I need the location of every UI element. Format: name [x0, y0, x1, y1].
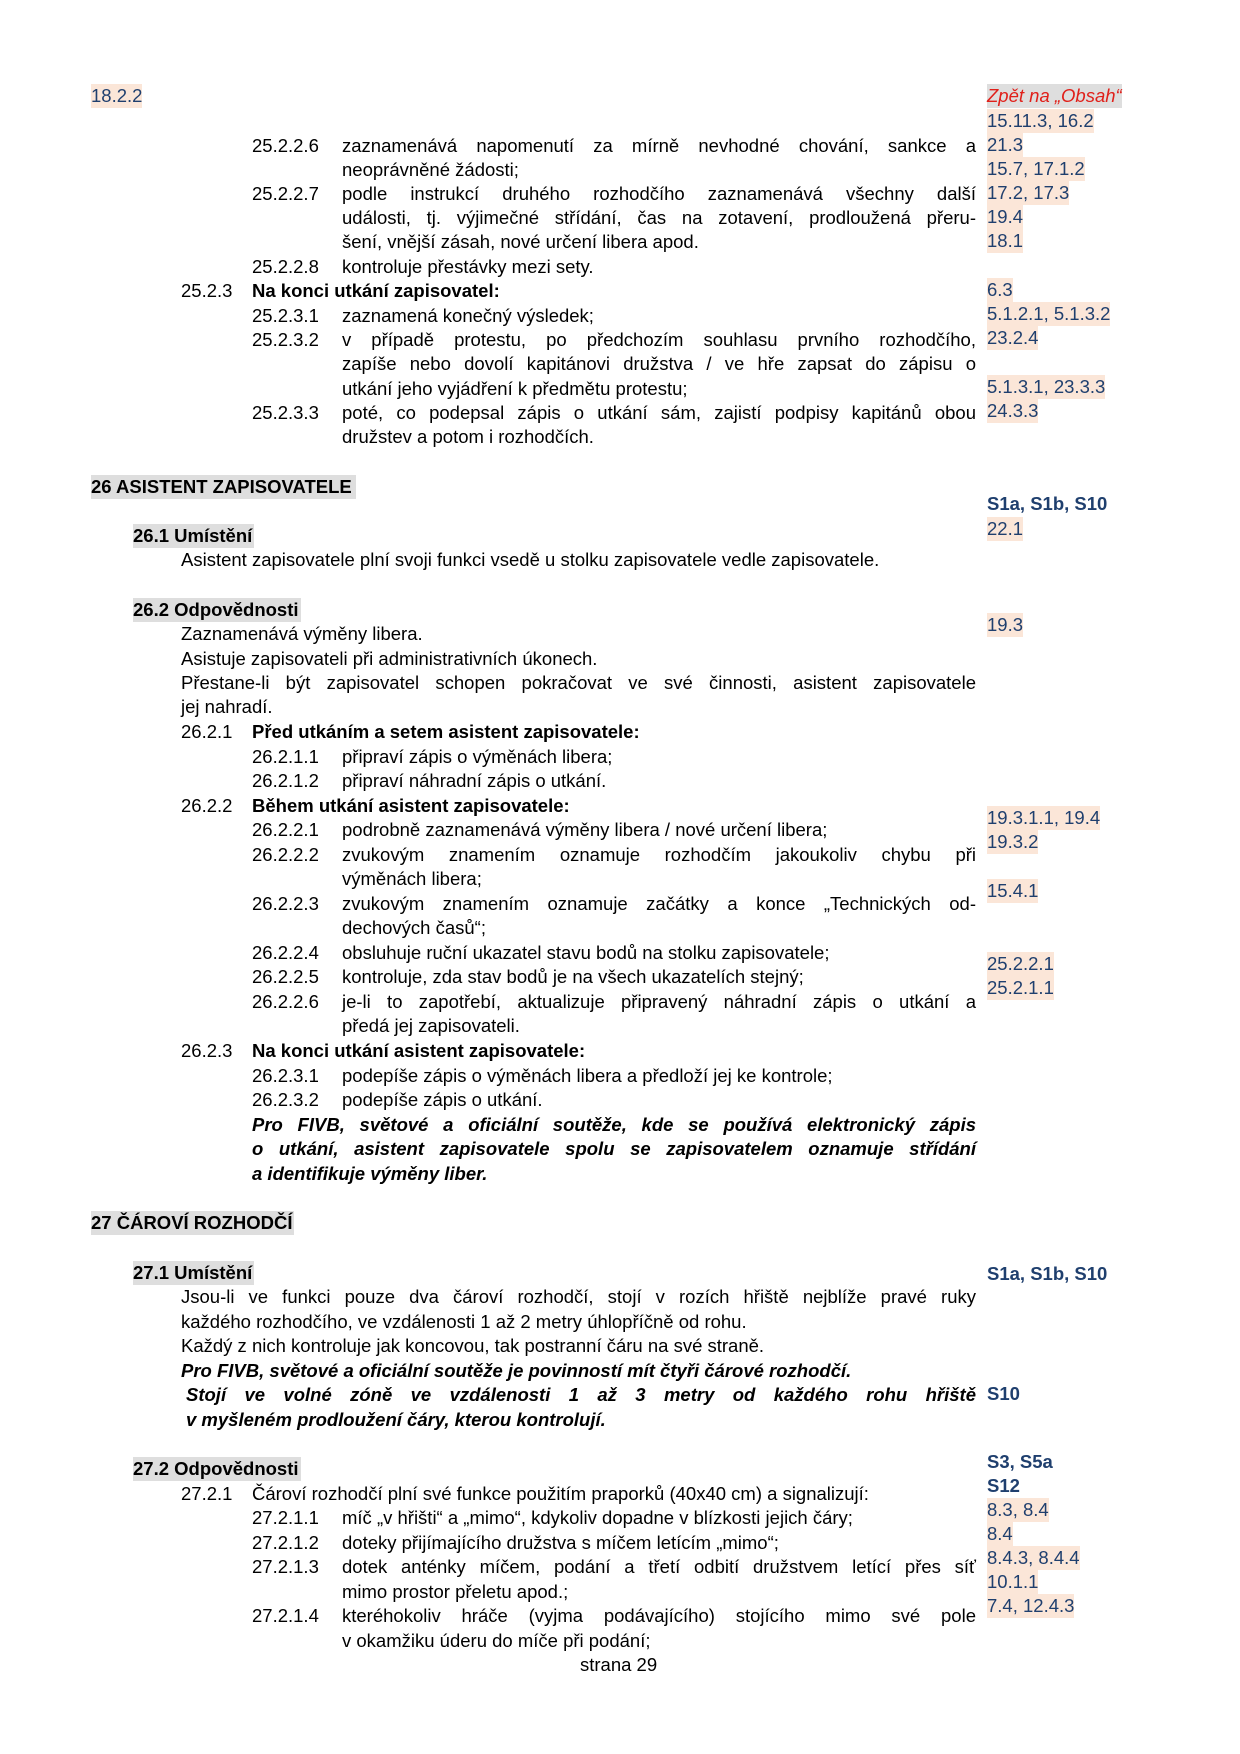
cross-reference[interactable]: 21.3 — [987, 134, 1024, 155]
cross-reference[interactable]: 25.2.2.1 — [987, 953, 1054, 974]
cross-reference[interactable]: 24.3.3 — [987, 400, 1039, 421]
item-number: 26.2.3.1 — [252, 1065, 319, 1086]
item-text: události, tj. výjimečné střídání, čas na zotavení, prodloužená přeru- — [342, 207, 976, 228]
item-text: mimo prostor přeletu apod.; — [342, 1581, 569, 1602]
item-text: družstev a potom i rozhodčích. — [342, 426, 594, 447]
item-number: 26.2.3.2 — [252, 1089, 319, 1110]
item-text: dechových časů“; — [342, 917, 486, 938]
figure-reference[interactable]: S3, S5a — [987, 1451, 1053, 1472]
subsection-heading-26-1: 26.1 Umístění — [133, 525, 253, 546]
cross-reference[interactable]: 18.1 — [987, 230, 1024, 251]
item-text: zaznamenává napomenutí za mírně nevhodné chování, sankce a — [342, 135, 976, 156]
item-text: šení, vnější zásah, nové určení libera apod. — [342, 231, 699, 252]
cross-reference[interactable]: 15.11.3, 16.2 — [987, 110, 1094, 131]
subsection-number: 26.2.2 — [181, 795, 233, 816]
item-number: 26.2.2.3 — [252, 893, 319, 914]
figure-reference[interactable]: S10 — [987, 1383, 1020, 1404]
cross-reference[interactable]: 25.2.1.1 — [987, 977, 1054, 998]
item-text: neoprávněné žádosti; — [342, 159, 519, 180]
item-number: 27.2.1.3 — [252, 1556, 319, 1577]
item-text: předá jej zapisovateli. — [342, 1015, 520, 1036]
item-number: 25.2.2.6 — [252, 135, 319, 156]
cross-reference[interactable]: 10.1.1 — [987, 1571, 1039, 1592]
item-number: 25.2.2.8 — [252, 256, 319, 277]
item-text: poté, co podepsal zápis o utkání sám, zajistí podpisy kapitánů obou — [342, 402, 976, 423]
item-text: v okamžiku úderu do míče při podání; — [342, 1630, 651, 1651]
fivb-note: o utkání, asistent zapisovatele spolu se zapisovatelem oznamuje střídání — [252, 1138, 976, 1159]
cross-reference[interactable]: 22.1 — [987, 518, 1024, 539]
section-heading-27: 27 ČÁROVÍ ROZHODČÍ — [91, 1212, 293, 1233]
cross-reference[interactable]: 23.2.4 — [987, 327, 1039, 348]
item-number: 26.2.1.2 — [252, 770, 319, 791]
item-text: výměnách libera; — [342, 868, 482, 889]
paragraph: Asistuje zapisovateli při administrativních úkonech. — [181, 648, 598, 669]
item-text: zvukovým znamením oznamuje začátky a konce „Technických od- — [342, 893, 976, 914]
cross-reference[interactable]: 8.3, 8.4 — [987, 1499, 1049, 1520]
cross-reference[interactable]: 19.3.2 — [987, 831, 1039, 852]
item-text: míč „v hřišti“ a „mimo“, kdykoliv dopadne v blízkosti jejich čáry; — [342, 1507, 853, 1528]
subsection-number: 26.2.1 — [181, 721, 233, 742]
subsection-title: Během utkání asistent zapisovatele: — [252, 795, 570, 816]
item-number: 25.2.3.2 — [252, 329, 319, 350]
item-text: zapíše nebo dovolí kapitánovi družstva / ve hře zapsat do zápisu o — [342, 353, 976, 374]
item-number: 27.2.1.1 — [252, 1507, 319, 1528]
item-number: 26.2.2.5 — [252, 966, 319, 987]
cross-reference[interactable]: 6.3 — [987, 279, 1013, 300]
cross-reference[interactable]: 17.2, 17.3 — [987, 182, 1070, 203]
item-text: připraví zápis o výměnách libera; — [342, 746, 613, 767]
item-text: zvukovým znamením oznamuje rozhodčím jakoukoliv chybu při — [342, 844, 976, 865]
subsection-title: Na konci utkání zapisovatel: — [252, 280, 500, 301]
paragraph: Jsou-li ve funkci pouze dva čároví rozhodčí, stojí v rozích hřiště nejblíže pravé ruky — [181, 1286, 976, 1307]
item-text: zaznamená konečný výsledek; — [342, 305, 594, 326]
item-number: 26.2.2.1 — [252, 819, 319, 840]
subsection-number: 26.2.3 — [181, 1040, 233, 1061]
item-number: 26.2.2.4 — [252, 942, 319, 963]
back-to-contents-link[interactable]: Zpět na „Obsah“ — [987, 85, 1122, 106]
item-number: 26.2.2.6 — [252, 991, 319, 1012]
item-text: podepíše zápis o výměnách libera a předloží jej ke kontrole; — [342, 1065, 833, 1086]
cross-reference[interactable]: 8.4.3, 8.4.4 — [987, 1547, 1080, 1568]
cross-reference[interactable]: 5.1.3.1, 23.3.3 — [987, 376, 1106, 397]
paragraph: každého rozhodčího, ve vzdálenosti 1 až 2 metry úhlopříčně od rohu. — [181, 1311, 747, 1332]
item-number: 25.2.3.3 — [252, 402, 319, 423]
item-text: dotek anténky míčem, podání a třetí odbití družstvem letící přes síť — [342, 1556, 976, 1577]
paragraph: jej nahradí. — [181, 696, 273, 717]
paragraph: Přestane-li být zapisovatel schopen pokračovat ve své činnosti, asistent zapisovatele — [181, 672, 976, 693]
fivb-note: Pro FIVB, světové a oficiální soutěže je povinností mít čtyři čárové rozhodčí. — [181, 1360, 852, 1381]
fivb-note: a identifikuje výměny liber. — [252, 1163, 488, 1184]
item-text: kontroluje, zda stav bodů je na všech ukazatelích stejný; — [342, 966, 804, 987]
item-text: podepíše zápis o utkání. — [342, 1089, 543, 1110]
item-text: obsluhuje ruční ukazatel stavu bodů na stolku zapisovatele; — [342, 942, 830, 963]
top-left-reference[interactable]: 18.2.2 — [91, 85, 143, 106]
subsection-heading-27-2: 27.2 Odpovědnosti — [133, 1458, 299, 1479]
item-number: 27.2.1.4 — [252, 1605, 319, 1626]
cross-reference[interactable]: 5.1.2.1, 5.1.3.2 — [987, 303, 1111, 324]
figure-reference[interactable]: S1a, S1b, S10 — [987, 493, 1108, 514]
fivb-note: Stojí ve volné zóně ve vzdálenosti 1 až 3 metry od každého rohu hřiště — [186, 1384, 976, 1405]
cross-reference[interactable]: 8.4 — [987, 1523, 1013, 1544]
item-text: kontroluje přestávky mezi sety. — [342, 256, 594, 277]
figure-reference[interactable]: S12 — [987, 1475, 1020, 1496]
paragraph: Zaznamenává výměny libera. — [181, 623, 423, 644]
item-number: 25.2.2.7 — [252, 183, 319, 204]
fivb-note: Pro FIVB, světové a oficiální soutěže, kde se používá elektronický zápis — [252, 1114, 976, 1135]
subsection-heading-27-1: 27.1 Umístění — [133, 1262, 253, 1283]
item-text: podrobně zaznamenává výměny libera / nové určení libera; — [342, 819, 828, 840]
subsection-number: 27.2.1 — [181, 1483, 233, 1504]
section-heading-26: 26 ASISTENT ZAPISOVATELE — [91, 475, 356, 499]
cross-reference[interactable]: 15.7, 17.1.2 — [987, 158, 1085, 179]
item-text: v případě protestu, po předchozím souhlasu prvního rozhodčího, — [342, 329, 976, 350]
item-text: kteréhokoliv hráče (vyjma podávajícího) stojícího mimo své pole — [342, 1605, 976, 1626]
subsection-title: Na konci utkání asistent zapisovatele: — [252, 1040, 586, 1061]
cross-reference[interactable]: 7.4, 12.4.3 — [987, 1595, 1075, 1616]
item-text: utkání jeho vyjádření k předmětu protestu; — [342, 378, 688, 399]
item-text: doteky přijímajícího družstva s míčem letícím „mimo“; — [342, 1532, 779, 1553]
cross-reference[interactable]: 19.3 — [987, 614, 1024, 635]
subsection-title: Před utkáním a setem asistent zapisovatele: — [252, 721, 640, 742]
item-number: 26.2.2.2 — [252, 844, 319, 865]
paragraph: Každý z nich kontroluje jak koncovou, tak postranní čáru na své straně. — [181, 1335, 765, 1356]
item-text: připraví náhradní zápis o utkání. — [342, 770, 607, 791]
item-text: Čároví rozhodčí plní své funkce použitím praporků (40x40 cm) a signalizují: — [252, 1483, 869, 1504]
item-number: 25.2.3.1 — [252, 305, 319, 326]
subsection-number: 25.2.3 — [181, 280, 233, 301]
item-text: je-li to zapotřebí, aktualizuje připravený náhradní zápis o utkání a — [342, 991, 976, 1012]
cross-reference[interactable]: 19.4 — [987, 206, 1024, 227]
paragraph: Asistent zapisovatele plní svoji funkci vsedě u stolku zapisovatele vedle zapisovatele. — [181, 549, 880, 570]
fivb-note: v myšleném prodloužení čáry, kterou kontrolují. — [186, 1409, 606, 1430]
item-number: 27.2.1.2 — [252, 1532, 319, 1553]
cross-reference[interactable]: 15.4.1 — [987, 880, 1039, 901]
page-number: strana 29 — [580, 1654, 658, 1675]
item-number: 26.2.1.1 — [252, 746, 319, 767]
subsection-heading-26-2: 26.2 Odpovědnosti — [133, 599, 299, 620]
item-text: podle instrukcí druhého rozhodčího zaznamenává všechny další — [342, 183, 976, 204]
cross-reference[interactable]: 19.3.1.1, 19.4 — [987, 807, 1101, 828]
figure-reference[interactable]: S1a, S1b, S10 — [987, 1263, 1108, 1284]
